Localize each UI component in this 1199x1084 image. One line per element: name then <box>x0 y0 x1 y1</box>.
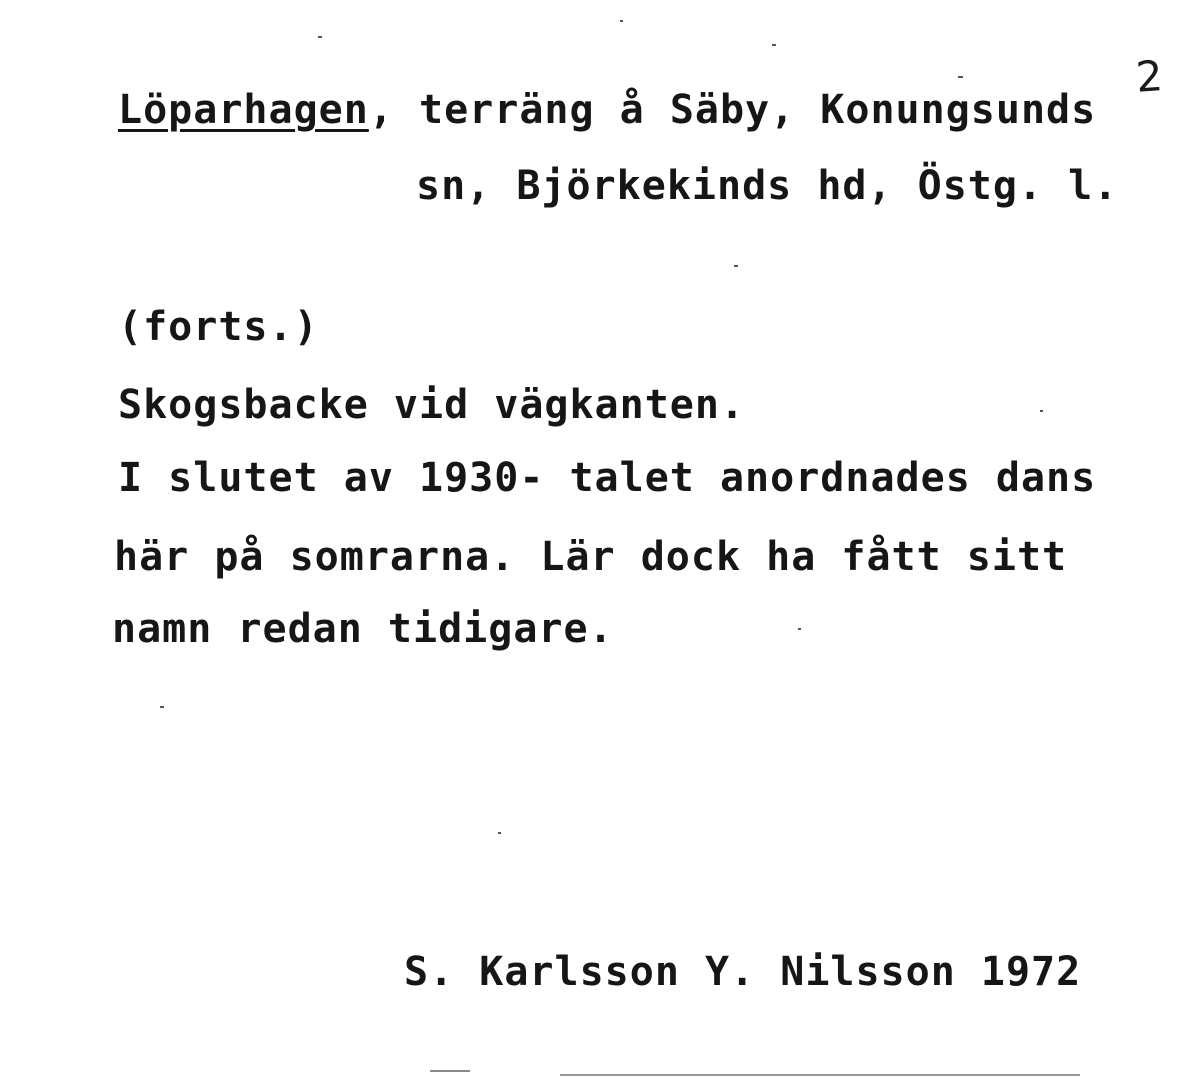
scan-speck <box>798 628 801 630</box>
scan-speck <box>772 44 776 46</box>
body-line-1: Skogsbacke vid vägkanten. <box>118 382 746 428</box>
scan-speck <box>620 20 623 22</box>
scan-speck <box>498 832 501 834</box>
scan-speck <box>318 36 322 38</box>
heading-location: , terräng å Säby, Konungsunds <box>368 87 1097 133</box>
heading-line-2: sn, Björkekinds hd, Östg. l. <box>416 163 1119 209</box>
place-name: Löparhagen <box>118 87 369 133</box>
scan-speck <box>958 76 963 78</box>
heading-line-1 <box>118 87 1097 133</box>
body-line-4: namn redan tidigare. <box>112 606 614 652</box>
scan-speck <box>560 1074 1080 1076</box>
scan-speck <box>430 1070 470 1072</box>
scan-speck <box>734 265 738 267</box>
scan-speck <box>160 706 164 708</box>
body-line-2: I slutet av 1930- talet anordnades dans <box>118 455 1097 501</box>
continuation-note: (forts.) <box>118 304 319 350</box>
page-number: 2 <box>1134 51 1165 102</box>
scan-speck <box>1040 410 1043 412</box>
body-line-3: här på somrarna. Lär dock ha fått sitt <box>114 534 1068 580</box>
signature: S. Karlsson Y. Nilsson 1972 <box>404 949 1082 995</box>
